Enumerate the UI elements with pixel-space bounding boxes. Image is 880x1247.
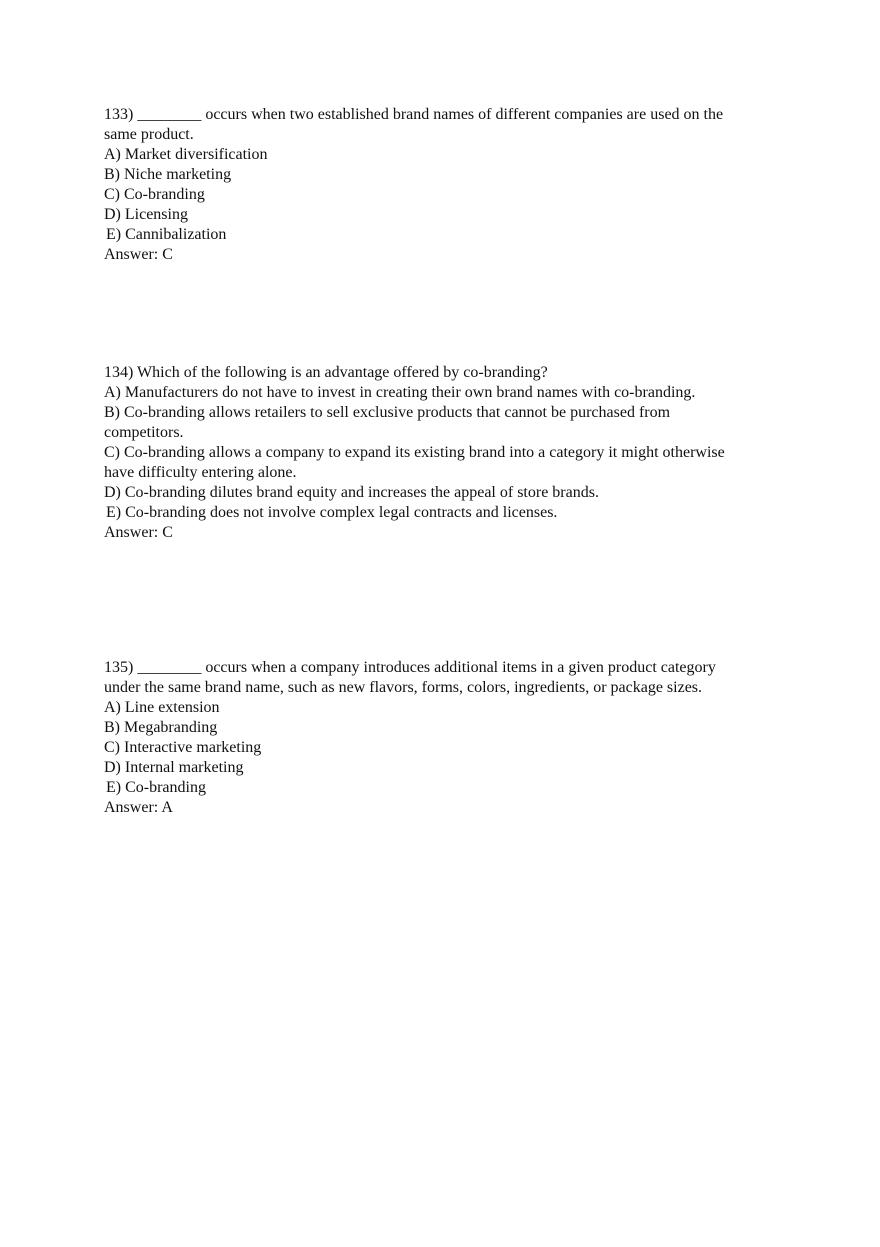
answer-option-d: D) Licensing xyxy=(104,206,188,223)
answer-option-b-continued: competitors. xyxy=(104,424,184,441)
answer-key: Answer: C xyxy=(104,246,173,263)
answer-option-c: C) Co-branding xyxy=(104,186,205,203)
answer-option-a: A) Line extension xyxy=(104,699,220,716)
question-block-133 xyxy=(104,105,804,265)
answer-option-c-continued: have difficulty entering alone. xyxy=(104,464,297,481)
answer-option-c: C) Co-branding allows a company to expand its existing brand into a category it might otherwise xyxy=(104,444,725,461)
answer-option-b: B) Niche marketing xyxy=(104,166,232,183)
question-block-135 xyxy=(104,658,804,818)
question-stem-line: same product. xyxy=(104,126,194,143)
answer-option-a: A) Manufacturers do not have to invest in creating their own brand names with co-branding. xyxy=(104,384,696,401)
answer-option-c: C) Interactive marketing xyxy=(104,739,262,756)
answer-key: Answer: A xyxy=(104,799,173,816)
answer-option-b: B) Megabranding xyxy=(104,719,218,736)
answer-option-b: B) Co-branding allows retailers to sell exclusive products that cannot be purchased from xyxy=(104,404,671,421)
answer-option-a: A) Market diversification xyxy=(104,146,268,163)
question-stem-line: 135) ________ occurs when a company introduces additional items in a given product category xyxy=(104,659,716,676)
answer-key: Answer: C xyxy=(104,524,173,541)
answer-option-e: E) Cannibalization xyxy=(106,226,227,243)
answer-option-d: D) Internal marketing xyxy=(104,759,244,776)
question-block-134 xyxy=(104,363,804,543)
answer-option-e: E) Co-branding xyxy=(106,779,206,796)
answer-option-e: E) Co-branding does not involve complex legal contracts and licenses. xyxy=(106,504,558,521)
question-stem-line: under the same brand name, such as new flavors, forms, colors, ingredients, or package sizes. xyxy=(104,679,703,696)
question-stem-line: 133) ________ occurs when two established brand names of different companies are used on the xyxy=(104,106,724,123)
answer-option-d: D) Co-branding dilutes brand equity and increases the appeal of store brands. xyxy=(104,484,599,501)
question-stem-line: 134) Which of the following is an advantage offered by co-branding? xyxy=(104,364,548,381)
